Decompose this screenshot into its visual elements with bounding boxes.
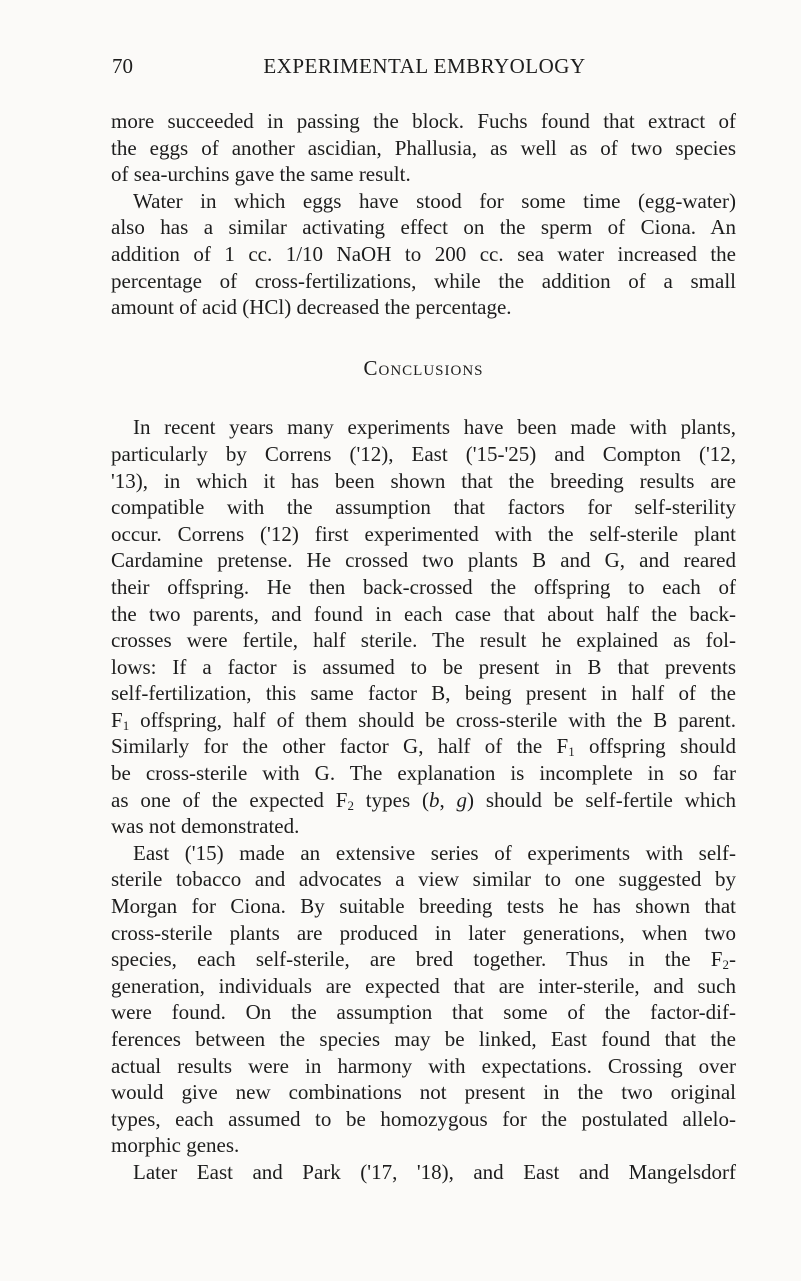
running-head: EXPERIMENTAL EMBRYOLOGY — [263, 54, 586, 78]
text-line: be cross-sterile with G. The explanation is incomplete in so far — [111, 761, 736, 786]
text-line: cross-sterile plants are produced in later generations, when two — [111, 920, 736, 945]
text-line: self-fertilization, this same factor B, being present in half of the — [111, 681, 736, 706]
text-line: Later East and Park ('17, '18), and East and Mangelsdorf — [133, 1159, 736, 1184]
text-line: sterile tobacco and advocates a view similar to one suggested by — [111, 867, 736, 892]
text-line: also has a similar activating effect on the sperm of Ciona. An — [111, 215, 736, 240]
body-text — [111, 108, 736, 1186]
text-line: $F_1$ offspring, half of them should be cross-sterile with the B parent. — [111, 707, 736, 733]
text-line: generation, individuals are expected that are inter-sterile, and such — [111, 973, 736, 998]
text-line: ferences between the species may be linked, East found that the — [111, 1027, 736, 1051]
text-line: their offspring. He then back-crossed the offspring to each of — [111, 574, 736, 599]
text-line: '13), in which it has been shown that the breeding results are — [111, 468, 736, 493]
text-line: percentage of cross-fertilizations, while the addition of a small — [111, 268, 736, 293]
text-line: as one of the expected $F_2$ types (b, g) should be self-fertile which — [111, 787, 736, 813]
text-line: East ('15) made an extensive series of experiments with self- — [133, 840, 736, 865]
text-line: amount of acid (HCl) decreased the percentage. — [111, 295, 512, 320]
text-line: the eggs of another ascidian, Phallusia, as well as of two species — [111, 135, 736, 160]
text-line: Cardamine pretense. He crossed two plants B and G, and reared — [111, 548, 736, 573]
text-line: the two parents, and found in each case that about half the back- — [111, 601, 736, 626]
text-line: was not demonstrated. — [111, 814, 300, 839]
text-line: types, each assumed to be homozygous for the postulated allelo- — [111, 1106, 736, 1131]
page-number: 70 — [112, 54, 133, 78]
text-line: more succeeded in passing the block. Fuchs found that extract of — [111, 109, 736, 133]
text-line: addition of 1 cc. 1/10 NaOH to 200 cc. sea water increased the — [111, 241, 736, 266]
text-line: crosses were fertile, half sterile. The result he explained as fol- — [111, 628, 736, 653]
text-line: morphic genes. — [111, 1133, 240, 1158]
text-line: would give new combinations not present in the two original — [111, 1080, 736, 1105]
text-line: particularly by Correns ('12), East ('15-'25) and Compton ('12, — [111, 441, 736, 466]
text-line: compatible with the assumption that factors for self-sterility — [111, 495, 736, 520]
text-line: Morgan for Ciona. By suitable breeding tests he has shown that — [111, 894, 736, 919]
text-line: were found. On the assumption that some of the factor-dif- — [111, 1000, 736, 1025]
text-line: of sea-urchins gave the same result. — [111, 162, 411, 187]
text-line: Similarly for the other factor G, half of the $F_1$ offspring should — [111, 734, 736, 760]
page-header — [112, 54, 737, 84]
text-line: In recent years many experiments have been made with plants, — [133, 415, 736, 440]
text-line: species, each self-sterile, are bred together. Thus in the $F_2-$ — [111, 947, 736, 973]
text-line: Water in which eggs have stood for some time (egg-water) — [133, 188, 736, 213]
text-line: actual results were in harmony with expectations. Crossing over — [111, 1053, 736, 1078]
section-heading: Conclusions — [363, 355, 484, 380]
text-line: occur. Correns ('12) first experimented with the self-sterile plant — [111, 521, 736, 546]
text-line: lows: If a factor is assumed to be present in B that prevents — [111, 654, 736, 679]
